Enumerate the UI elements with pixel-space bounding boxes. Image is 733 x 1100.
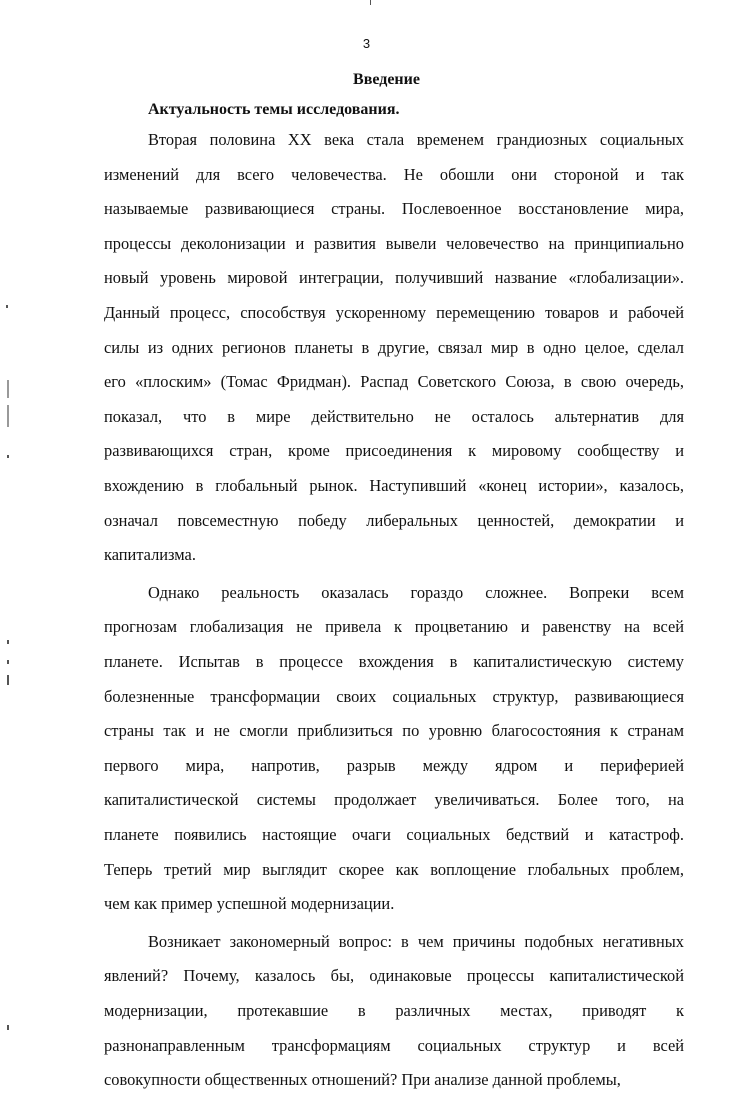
text-line: явлений? Почему, казалось бы, одинаковые процессы капиталистической (104, 966, 684, 985)
text-line: изменений для всего человечества. Не обошли они стороной и так (104, 165, 684, 184)
text-line: Данный процесс, способствуя ускоренному перемещению товаров и рабочей (104, 303, 684, 322)
text-line: первого мира, напротив, разрыв между ядром и периферией (104, 756, 684, 775)
text-line: новый уровень мировой интеграции, получивший название «глобализации». (104, 268, 684, 287)
text-line: модернизации, протекавшие в различных местах, приводят к (104, 1001, 684, 1020)
text-line: называемые развивающиеся страны. Послевоенное восстановление мира, (104, 199, 684, 218)
text-line: капитализма. (104, 545, 196, 564)
scan-artifact (7, 455, 9, 458)
text-line: капиталистической системы продолжает увеличиваться. Более того, на (104, 790, 684, 809)
text-line: болезненные трансформации своих социальных структур, развивающиеся (104, 687, 684, 706)
section-heading: Введение (353, 71, 420, 88)
text-line: страны так и не смогли приблизиться по уровню благосостояния к странам (104, 721, 684, 740)
text-line: планете. Испытав в процессе вхождения в капиталистическую систему (104, 652, 684, 671)
text-line: означал повсеместную победу либеральных ценностей, демократии и (104, 511, 684, 530)
text-line: развивающихся стран, кроме присоединения к мировому сообществу и (104, 441, 684, 460)
scan-artifact (6, 305, 8, 308)
text-line: Однако реальность оказалась гораздо сложнее. Вопреки всем (148, 583, 684, 602)
section-subheading: Актуальность темы исследования. (148, 101, 400, 118)
text-line: планете появились настоящие очаги социальных бедствий и катастроф. (104, 825, 684, 844)
scan-artifact (7, 660, 9, 664)
text-line: процессы деколонизации и развития вывели человечество на принципиально (104, 234, 684, 253)
text-line: разнонаправленным трансформациям социальных структур и всей (104, 1036, 684, 1055)
text-line: силы из одних регионов планеты в другие, связал мир в одно целое, сделал (104, 338, 684, 357)
scan-artifact (7, 405, 9, 427)
text-line: его «плоским» (Томас Фридман). Распад Советского Союза, в свою очередь, (104, 372, 684, 391)
text-line: Теперь третий мир выглядит скорее как воплощение глобальных проблем, (104, 860, 684, 879)
scan-artifact (7, 640, 9, 644)
text-line: прогнозам глобализация не привела к процветанию и равенству на всей (104, 617, 684, 636)
text-line: Возникает закономерный вопрос: в чем причины подобных негативных (148, 932, 684, 951)
scan-artifact (7, 1025, 9, 1030)
text-line: совокупности общественных отношений? При анализе данной проблемы, (104, 1070, 621, 1089)
text-line: чем как пример успешной модернизации. (104, 894, 395, 913)
scan-artifact (7, 380, 9, 398)
text-line: вхождению в глобальный рынок. Наступивший «конец истории», казалось, (104, 476, 684, 495)
text-line: Вторая половина XX века стала временем грандиозных социальных (148, 130, 684, 149)
scan-artifact (7, 675, 9, 685)
page-number: 3 (362, 36, 371, 51)
text-line: показал, что в мире действительно не осталось альтернатив для (104, 407, 684, 426)
scan-artifact (370, 0, 371, 5)
